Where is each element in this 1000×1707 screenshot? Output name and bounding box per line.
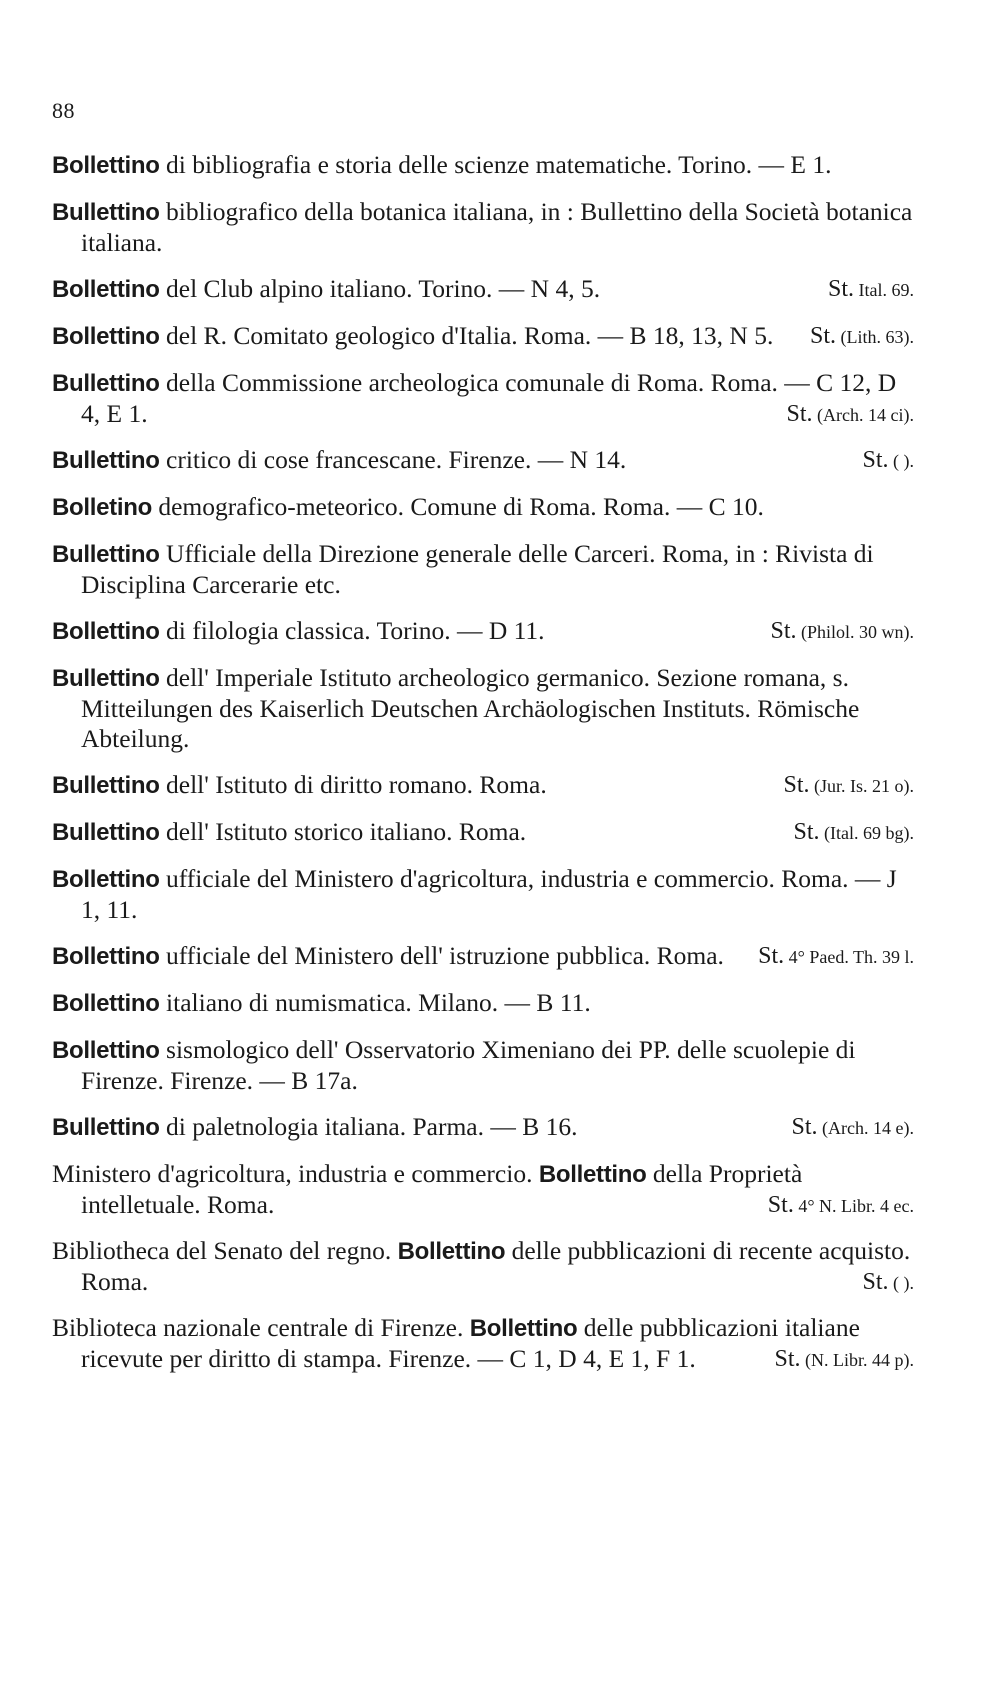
entry-location bbox=[792, 1112, 914, 1143]
entry-text: del Club alpino italiano. Torino. — N 4, 5. bbox=[159, 274, 601, 303]
entry-location bbox=[787, 399, 914, 430]
entry-text: delle pubblicazioni italiane ricevute per diritto di stampa. Firenze. — C 1, D 4, E 1, F 1. bbox=[81, 1313, 860, 1373]
entry-text: ufficiale del Ministero d'agricoltura, industria e commercio. Roma. — J 1, 11. bbox=[81, 864, 897, 924]
entry-keyword: Bollettino bbox=[52, 866, 160, 893]
entry-location bbox=[862, 445, 914, 476]
location-detail: (Ital. 69 bg). bbox=[819, 823, 914, 843]
entry-prefix: Biblioteca nazionale centrale di Firenze. bbox=[52, 1313, 470, 1342]
list-item bbox=[52, 445, 914, 476]
location-main: St. bbox=[827, 276, 854, 302]
entry-keyword: Bollettino bbox=[52, 943, 160, 970]
entry-location bbox=[758, 941, 914, 972]
entry-list bbox=[52, 150, 914, 1390]
list-item bbox=[52, 368, 914, 429]
list-item bbox=[52, 197, 914, 258]
list-item bbox=[52, 988, 914, 1019]
entry-keyword: Bullettino bbox=[52, 541, 160, 568]
location-main: St. bbox=[791, 1114, 818, 1140]
list-item bbox=[52, 770, 914, 801]
location-detail: (Lith. 63). bbox=[836, 327, 914, 347]
list-item bbox=[52, 150, 914, 181]
location-main: St. bbox=[862, 447, 889, 473]
entry-keyword: Bolletino bbox=[52, 494, 152, 521]
entry-text: di paletnologia italiana. Parma. — B 16. bbox=[159, 1112, 578, 1141]
entry-location bbox=[862, 1267, 914, 1298]
location-main: St. bbox=[767, 1192, 794, 1218]
entry-keyword: Bollettino bbox=[52, 276, 160, 303]
location-detail: ( ). bbox=[888, 1273, 914, 1293]
entry-keyword: Bollettino bbox=[52, 323, 160, 350]
list-item bbox=[52, 1112, 914, 1143]
list-item bbox=[52, 941, 914, 972]
location-detail: (Arch. 14 e). bbox=[817, 1118, 914, 1138]
entry-keyword: Bollettino bbox=[52, 990, 160, 1017]
entry-text: dell' Istituto di diritto romano. Roma. bbox=[159, 770, 547, 799]
list-item bbox=[52, 1159, 914, 1220]
entry-keyword: Bullettino bbox=[52, 665, 160, 692]
entry-location bbox=[770, 616, 914, 647]
entry-keyword: Bullettino bbox=[52, 1114, 160, 1141]
entry-text: italiano di numismatica. Milano. — B 11. bbox=[159, 988, 591, 1017]
list-item bbox=[52, 1035, 914, 1096]
entry-text: critico di cose francescane. Firenze. — N 14. bbox=[159, 445, 627, 474]
entry-keyword: Bullettino bbox=[52, 772, 160, 799]
location-main: St. bbox=[793, 819, 820, 845]
entry-text: dell' Imperiale Istituto archeologico germanico. Sezione romana, s. Mitteilungen des Kaiserlich Deutschen Archäologischen Instituts. Römische Abteilung. bbox=[81, 663, 860, 753]
entry-text: bibliografico della botanica italiana, in : Bullettino della Società botanica italiana. bbox=[81, 197, 913, 257]
location-detail: ( ). bbox=[888, 451, 914, 471]
entry-keyword: Bullettino bbox=[52, 447, 160, 474]
location-detail: (Arch. 14 ci). bbox=[812, 405, 914, 425]
list-item bbox=[52, 817, 914, 848]
list-item bbox=[52, 1236, 914, 1297]
entry-text: delle pubblicazioni di recente acquisto. Roma. bbox=[81, 1236, 911, 1296]
location-detail: 4° N. Libr. 4 ec. bbox=[793, 1196, 914, 1216]
entry-keyword: Bullettino bbox=[52, 370, 160, 397]
entry-location bbox=[775, 1344, 915, 1375]
location-main: St. bbox=[809, 323, 836, 349]
location-main: St. bbox=[862, 1269, 889, 1295]
entry-text: della Commissione archeologica comunale di Roma. Roma. — C 12, D 4, E 1. bbox=[81, 368, 897, 428]
location-detail: (N. Libr. 44 p). bbox=[800, 1350, 914, 1370]
location-main: St. bbox=[774, 1346, 801, 1372]
entry-keyword: Bullettino bbox=[52, 199, 160, 226]
entry-text: demografico-meteorico. Comune di Roma. Roma. — C 10. bbox=[151, 492, 764, 521]
entry-text: di filologia classica. Torino. — D 11. bbox=[159, 616, 545, 645]
list-item bbox=[52, 663, 914, 754]
entry-keyword: Bullettino bbox=[52, 819, 160, 846]
location-main: St. bbox=[770, 618, 797, 644]
entry-keyword: Bollettino bbox=[52, 1037, 160, 1064]
entry-keyword: Bollettino bbox=[469, 1315, 578, 1342]
location-main: St. bbox=[786, 401, 813, 427]
entry-text: sismologico dell' Osservatorio Ximeniano dei PP. delle scuolepie di Firenze. Firenze. — B 17a. bbox=[81, 1035, 856, 1095]
list-item bbox=[52, 1313, 914, 1374]
entry-text: dell' Istituto storico italiano. Roma. bbox=[159, 817, 527, 846]
entry-text: di bibliografia e storia delle scienze matematiche. Torino. — E 1. bbox=[159, 150, 832, 179]
entry-location bbox=[768, 1190, 914, 1221]
entry-location bbox=[810, 321, 914, 352]
location-detail: 4° Paed. Th. 39 l. bbox=[784, 947, 914, 967]
entry-keyword: Bollettino bbox=[538, 1161, 647, 1188]
list-item bbox=[52, 539, 914, 600]
location-main: St. bbox=[758, 943, 785, 969]
list-item bbox=[52, 321, 914, 352]
list-item bbox=[52, 492, 914, 523]
entry-text: del R. Comitato geologico d'Italia. Roma. — B 18, 13, N 5. bbox=[159, 321, 774, 350]
entry-keyword: Bollettino bbox=[52, 152, 160, 179]
entry-text: della Proprietà intelletuale. Roma. bbox=[81, 1159, 803, 1219]
entry-prefix: Ministero d'agricoltura, industria e commercio. bbox=[52, 1159, 539, 1188]
entry-location bbox=[828, 274, 914, 305]
entry-keyword: Bollettino bbox=[397, 1238, 506, 1265]
list-item bbox=[52, 616, 914, 647]
location-detail: Ital. 69. bbox=[854, 280, 914, 300]
list-item bbox=[52, 274, 914, 305]
entry-text: ufficiale del Ministero dell' istruzione pubblica. Roma. bbox=[159, 941, 724, 970]
location-detail: (Philol. 30 wn). bbox=[796, 622, 914, 642]
location-detail: (Jur. Is. 21 o). bbox=[809, 776, 914, 796]
entry-location bbox=[794, 817, 915, 848]
location-main: St. bbox=[783, 772, 810, 798]
entry-keyword: Bollettino bbox=[52, 618, 160, 645]
entry-text: Ufficiale della Direzione generale delle Carceri. Roma, in : Rivista di Disciplina Carcerarie etc. bbox=[81, 539, 874, 599]
page-number: 88 bbox=[52, 98, 75, 123]
entry-location bbox=[783, 770, 914, 801]
entry-prefix: Bibliotheca del Senato del regno. bbox=[52, 1236, 398, 1265]
list-item bbox=[52, 864, 914, 925]
